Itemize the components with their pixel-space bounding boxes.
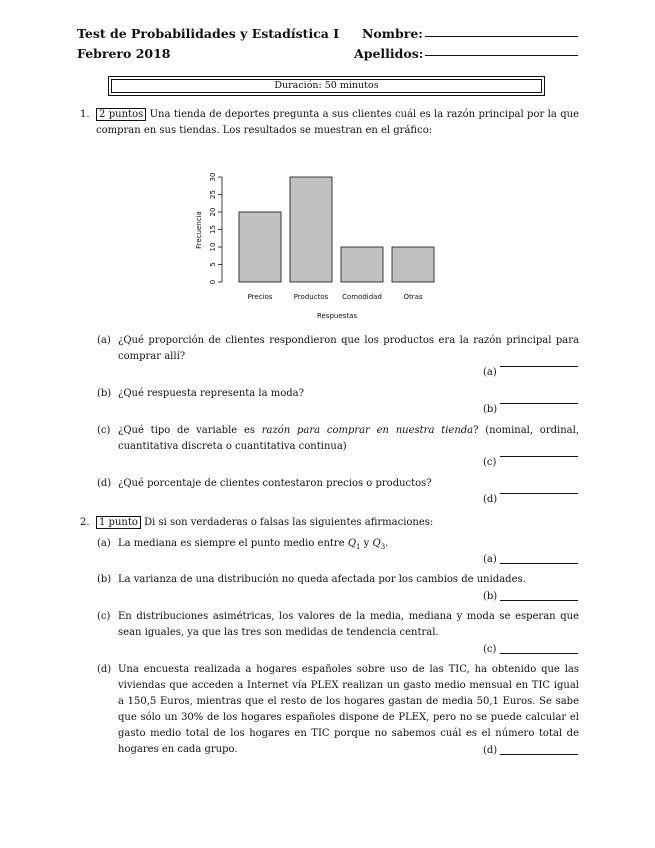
q2-number: 2. [80,517,90,528]
q2b-text: La varianza de una distribución no queda afectada por los cambios de unidades. [118,574,526,585]
q1-statement [96,107,579,139]
q1d-text: ¿Qué porcentaje de clientes contestaron precios o productos? [118,478,432,489]
y-tick-label-2: 10 [209,242,217,252]
duration-text: Duración: 50 minutos [111,79,542,93]
surname-field-line[interactable] [425,55,578,56]
q1b-answer-label: (b) [483,404,498,415]
q1d-answer-line[interactable] [500,493,578,494]
q2a-q1: Q [347,538,357,549]
q2c-answer-line[interactable] [500,653,578,654]
q1b-letter: (b) [97,388,112,399]
q1-points-box: 2 puntos [96,108,146,121]
bars [239,177,434,282]
q1-text: Una tienda de deportes pregunta a sus clientes cuál es la razón principal por la que compran en sus tiendas. Los resultados se muestran en el gráfico: [96,109,579,136]
surname-label: Apellidos: [354,46,424,61]
name-label: Nombre: [362,26,423,41]
q2d [97,662,579,758]
q2a-text-post: . [385,538,389,549]
x-axis-label: Respuestas [316,312,358,320]
q2d-text: Una encuesta realizada a hogares españoles sobre uso de las TIC, ha obtenido que las viviendas que acceden a Internet vía PLEX realizan un gasto medio mensual en TIC igual a 150,5 Euros, mientras que el resto de los hogares gastan de media 50,1 Euros. Se sabe que sólo un 30% de los hogares españoles dispone de PLEX, pero no se puede calcular el gasto medio total de los hogares en TIC porque no sabemos cuál es el número total de hogares en cada grupo. [118,664,579,755]
q2a-letter: (a) [97,538,111,549]
q2c-text: En distribuciones asimétricas, los valores de la media, mediana y moda se esperan que sean iguales, ya que las tres son medidas de tendencia central. [118,611,579,638]
x-tick-label-precios: Precios [247,293,273,301]
duration-box [108,76,545,96]
q1b [97,386,579,402]
y-tick-label-0: 0 [209,279,217,285]
q2a-text-mid: y [360,538,373,549]
q2a-q3-sub: 3 [380,543,386,551]
q2-points-box: 1 punto [96,516,141,529]
q2a-text-pre: La mediana es siempre el punto medio entre [118,538,348,549]
q1c [97,423,579,455]
q1c-letter: (c) [97,425,111,436]
q2c-letter: (c) [97,611,111,622]
q2-statement [96,515,579,531]
exam-title: Test de Probabilidades y Estadística I [77,26,340,41]
y-tick-label-5: 25 [209,190,217,199]
x-axis-labels [248,293,423,301]
q1d-answer-label: (d) [483,494,498,505]
y-axis [209,173,222,285]
q2b-letter: (b) [97,574,112,585]
q2b [97,572,579,588]
q1c-answer-line[interactable] [500,456,578,457]
x-tick-label-comodidad: Comodidad [342,293,382,301]
q2a-q1-sub: 1 [356,543,361,551]
q1c-text-post: ? (nominal, ordinal, cuantitativa discreta o cuantitativa continua) [118,425,579,452]
q1c-text-emphasis: razón para comprar en nuestra tienda [261,425,474,436]
q2d-letter: (d) [97,664,112,675]
q1d [97,476,579,492]
q1a-answer-label: (a) [483,367,497,378]
q2c [97,609,579,641]
q1c-answer-label: (c) [483,457,497,468]
bar-comodidad [341,247,383,282]
x-tick-label-productos: Productos [293,293,329,301]
bar-otras [392,247,434,282]
y-tick-label-3: 15 [209,225,217,234]
q2a-answer-line[interactable] [500,563,578,564]
q2a [97,536,579,555]
bar-precios [239,212,281,282]
exam-date: Febrero 2018 [77,46,171,61]
q2d-answer-label: (d) [483,745,498,756]
q2d-answer-line[interactable] [500,754,578,755]
q2a-text [118,536,579,555]
q1a-answer-line[interactable] [500,366,578,367]
q1-number: 1. [80,109,90,120]
bar-productos [290,177,332,282]
q2b-answer-label: (b) [483,591,498,602]
frequency-bar-chart [192,165,452,325]
y-tick-label-1: 5 [209,262,217,267]
q1a-text: ¿Qué proporción de clientes respondieron que los productos era la razón principal para comprar allí? [118,335,579,362]
q1a-letter: (a) [97,335,111,346]
q2-text: Di si son verdaderas o falsas las siguientes afirmaciones: [144,517,434,528]
y-tick-label-4: 20 [209,207,217,217]
q1b-text: ¿Qué respuesta representa la moda? [118,388,304,399]
x-tick-label-otras: Otras [403,293,423,301]
y-tick-label-6: 30 [209,172,217,182]
q1b-answer-line[interactable] [500,403,578,404]
q1c-text-pre: ¿Qué tipo de variable es [118,425,262,436]
q1a [97,333,579,365]
q2a-answer-label: (a) [483,554,497,565]
header-left [77,24,339,64]
y-axis-label: Frecuencia [195,211,203,249]
q2a-q3: Q [372,538,381,549]
q1d-letter: (d) [97,478,112,489]
q2c-answer-label: (c) [483,644,497,655]
name-field-line[interactable] [425,36,578,37]
q1c-text [118,423,579,455]
q2b-answer-line[interactable] [500,600,578,601]
